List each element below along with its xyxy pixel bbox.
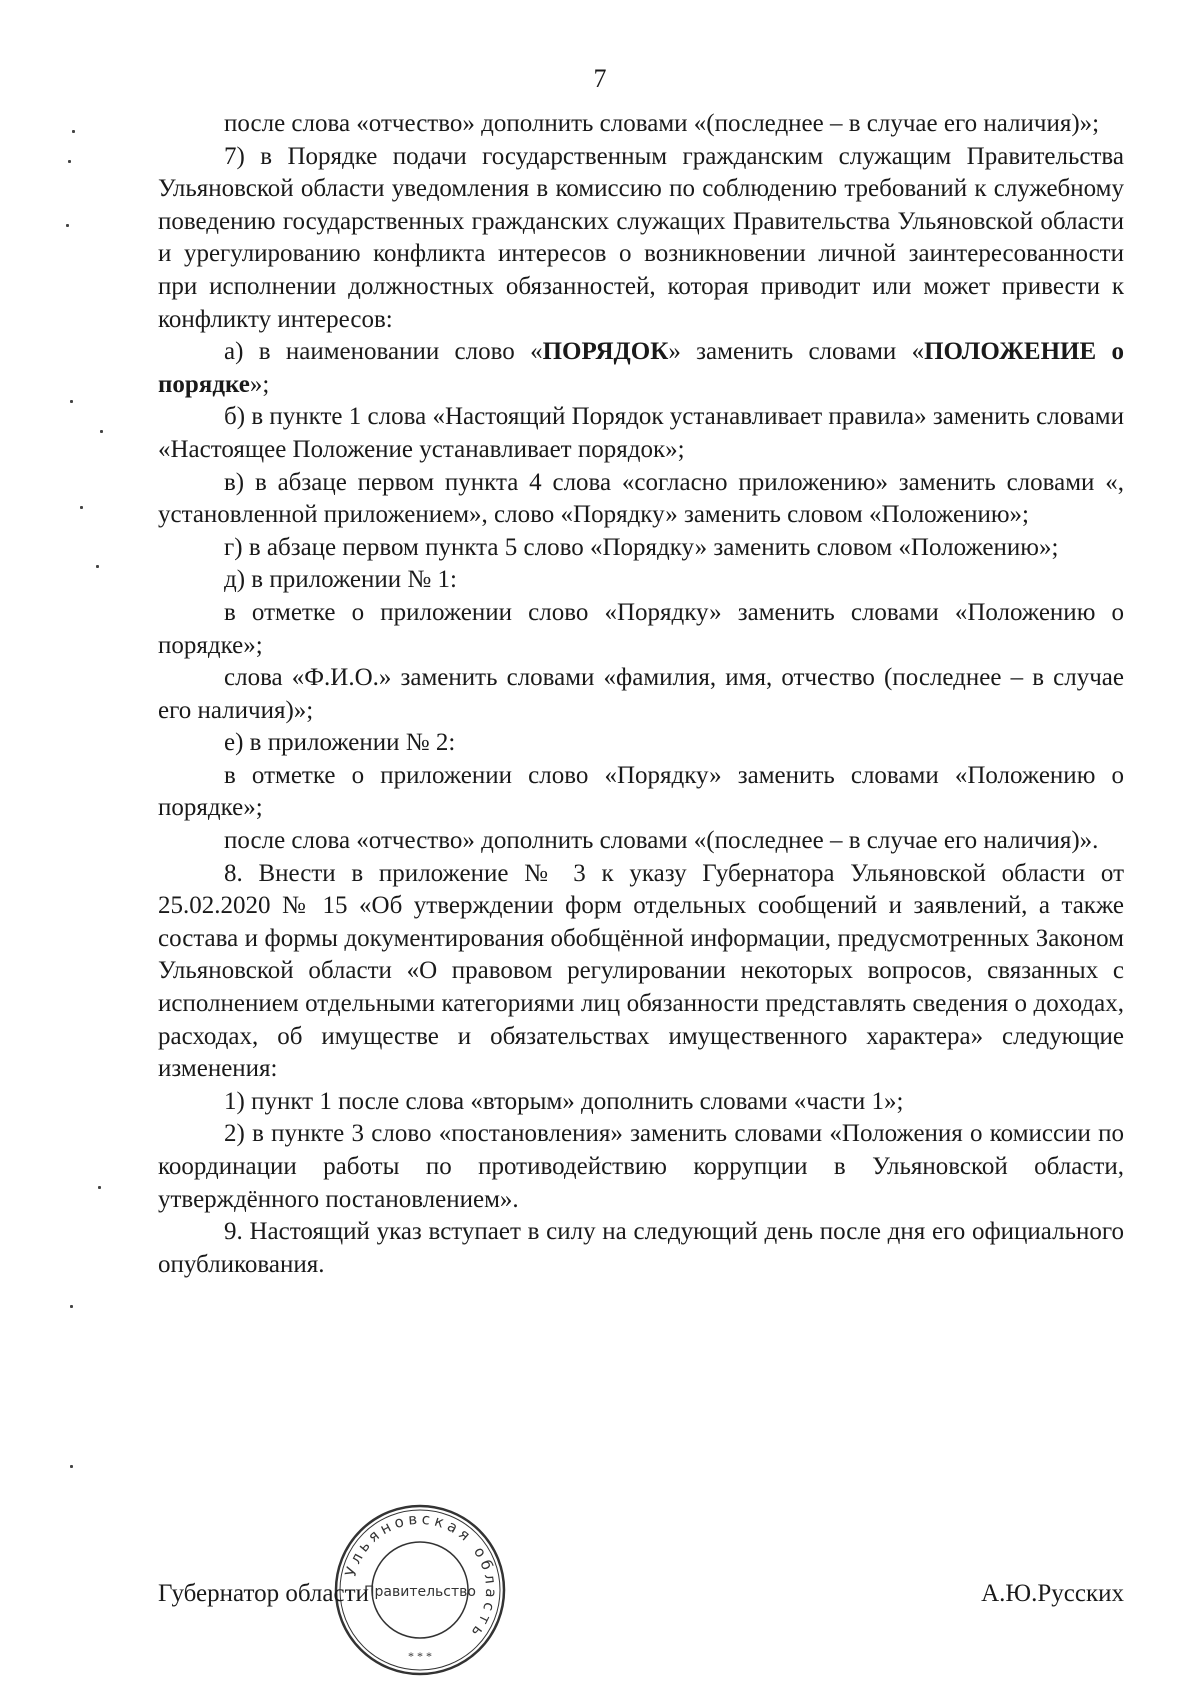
signatory-role: Губернатор области: [158, 1580, 369, 1607]
paragraph: д) в приложении № 1:: [224, 566, 457, 594]
seal-ring-text: Ульяновская область: [341, 1509, 501, 1644]
page-number: 7: [593, 64, 607, 93]
paragraph: после слова «отчество» дополнить словами «(последнее – в случае его наличия)».: [224, 827, 1099, 855]
scan-speck: [98, 1186, 101, 1189]
scan-speck: [72, 130, 75, 133]
paragraph: г) в абзаце первом пункта 5 слово «Порядку» заменить словом «Положению»;: [224, 533, 1059, 561]
seal-star-icon: * * *: [408, 1649, 432, 1663]
paragraph: после слова «отчество» дополнить словами «(последнее – в случае его наличия)»;: [224, 110, 1100, 137]
scan-speck: [70, 1465, 73, 1468]
text-span: » заменить словами «: [668, 338, 925, 366]
paragraph: 7) в Порядке подачи государственным гражданским служащим Правительства Ульяновской области уведомления в комиссию по соблюдению требований к служебному поведению государственных гражданских служащих Правительства Ульяновской области и урегулированию конфликта интересов о возникновении личной заинтересованности при исполнении должностных обязанностей, которая приводит или может привести к конфликту интересов:: [158, 142, 1124, 333]
paragraph: 1) пункт 1 после слова «вторым» дополнить словами «части 1»;: [224, 1087, 904, 1115]
paragraph: е) в приложении № 2:: [224, 729, 456, 757]
paragraph-title-change: [158, 336, 1124, 401]
paragraph: слова «Ф.И.О.» заменить словами «фамилия, имя, отчество (последнее – в случае его наличия)»;: [158, 664, 1124, 724]
paragraph: б) в пункте 1 слова «Настоящий Порядок устанавливает правила» заменить словами «Настоящее Положение устанавливает порядок»;: [158, 403, 1124, 463]
paragraph: 9. Настоящий указ вступает в силу на следующий день после дня его официального опубликования.: [158, 1218, 1124, 1278]
seal-center-text: Правительство: [364, 1584, 476, 1600]
text-span: а) в наименовании слово «: [224, 338, 543, 366]
paragraph: в отметке о приложении слово «Порядку» заменить словами «Положению о порядке»;: [158, 761, 1124, 822]
bold-term: ПОЛОЖЕНИЕ о порядке: [158, 338, 1124, 398]
scan-speck: [68, 160, 71, 163]
scan-speck: [70, 1305, 73, 1308]
bold-term: ПОРЯДОК: [542, 338, 669, 366]
paragraph: 8. Внести в приложение № 3 к указу Губернатора Ульяновской области от 25.02.2020 № 15 «Об утверждении форм отдельных сообщений и заявлений, а также состава и формы документирования обобщённой информации, предусмотренных Законом Ульяновской области «О правовом регулировании некоторых вопросов, связанных с исполнением отдельными категориями лиц обязанности представлять сведения о доходах, расходах, об имуществе и обязательствах имущественного характера» следующие изменения:: [158, 859, 1124, 1083]
scan-speck: [66, 224, 69, 227]
scan-speck: [70, 400, 73, 403]
scan-speck: [96, 565, 99, 568]
document-body: [158, 108, 1124, 1281]
paragraph: 2) в пункте 3 слово «постановления» заменить словами «Положения о комиссии по координации работы по противодействию коррупции в Ульяновской области, утверждённого постановлением».: [158, 1120, 1124, 1213]
scan-speck: [100, 430, 103, 433]
paragraph: в отметке о приложении слово «Порядку» заменить словами «Положению о порядке»;: [158, 598, 1124, 659]
signatory-name: А.Ю.Русских: [981, 1580, 1124, 1607]
scan-speck: [80, 506, 83, 509]
paragraph: в) в абзаце первом пункта 4 слова «согласно приложению» заменить словами «, установленной приложением», слово «Порядку» заменить словом «Положению»;: [158, 468, 1124, 529]
text-span: »;: [249, 370, 270, 398]
